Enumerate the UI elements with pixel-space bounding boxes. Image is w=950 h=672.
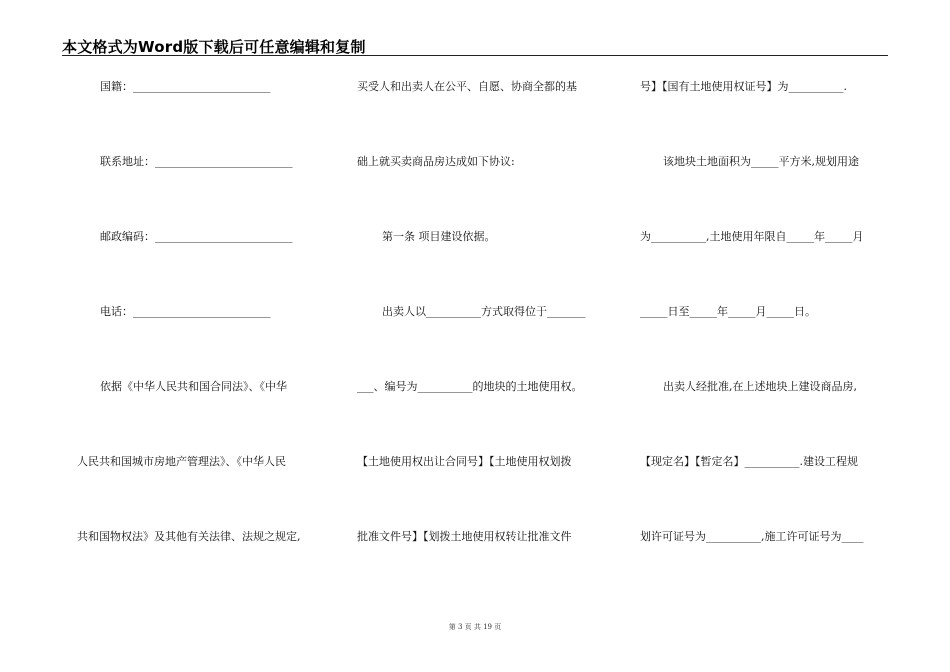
text-line: 电话：_________________________ — [100, 305, 271, 318]
text-line: ___、编号为__________的地块的土地使用权。 — [357, 380, 583, 393]
text-line: 买受人和出卖人在公平、自愿、协商全都的基 — [357, 80, 577, 93]
text-line: 划许可证号为__________,施工许可证号为____ — [640, 530, 864, 543]
text-line: 国籍：_________________________ — [100, 80, 271, 93]
text-line: 为__________,土地使用年限自_____年_____月 — [640, 230, 864, 243]
text-line: 第一条 项目建设依据。 — [382, 230, 496, 243]
text-line: 该地块土地面积为_____平方米,规划用途 — [663, 155, 859, 168]
text-line: 【现定名】【暂定名】__________.建设工程规 — [640, 455, 858, 468]
document-header-title: 本文格式为Word版下载后可任意编辑和复制 — [62, 38, 366, 56]
text-line: 【土地使用权出让合同号】【土地使用权划拨 — [357, 455, 572, 468]
text-line: 出卖人经批准,在上述地块上建设商品房, — [663, 380, 857, 393]
header-divider — [62, 55, 888, 56]
text-line: 共和国物权法》及其他有关法律、法规之规定, — [77, 530, 301, 543]
page-number-footer: 第 3 页 共 19 页 — [448, 623, 502, 631]
text-line: 出卖人以__________方式取得位于_______ — [382, 305, 586, 318]
text-line: _____日至_____年_____月_____日。 — [640, 305, 816, 318]
text-line: 础上就买卖商品房达成如下协议: — [357, 155, 515, 168]
text-line: 人民共和国城市房地产管理法》、《中华人民 — [77, 455, 286, 468]
text-line: 邮政编码：_________________________ — [100, 230, 293, 243]
text-line: 号】【国有土地使用权证号】为__________. — [640, 80, 847, 93]
text-line: 批准文件号】【划拨土地使用权转让批准文件 — [357, 530, 572, 543]
text-line: 依据《中华人民共和国合同法》、《中华 — [100, 380, 287, 393]
text-line: 联系地址：_________________________ — [100, 155, 293, 168]
